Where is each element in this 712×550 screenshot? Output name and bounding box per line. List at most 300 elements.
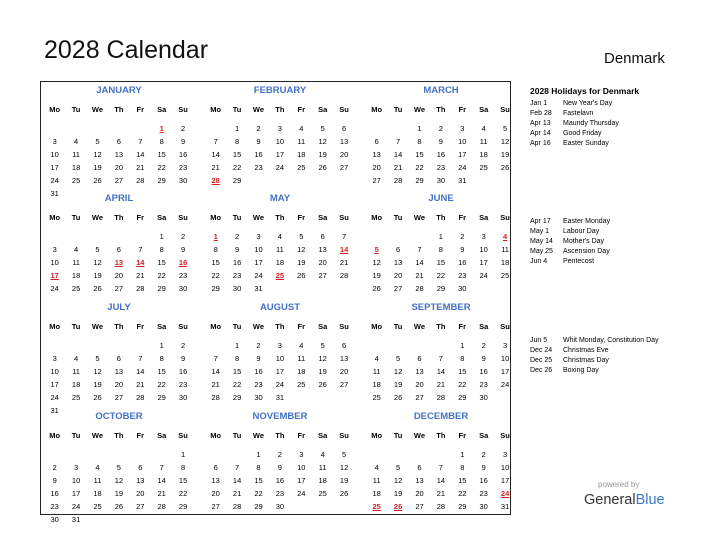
- day-cell[interactable]: 16: [178, 150, 188, 159]
- day-cell[interactable]: 28: [415, 284, 424, 293]
- day-cell[interactable]: 23: [254, 380, 263, 389]
- day-cell[interactable]: 13: [393, 258, 403, 267]
- day-cell[interactable]: 30: [254, 393, 263, 402]
- day-cell[interactable]: 14: [436, 476, 446, 485]
- day-cell[interactable]: 8: [159, 245, 164, 254]
- day-cell[interactable]: 26: [93, 284, 102, 293]
- day-cell[interactable]: 9: [481, 463, 486, 472]
- day-cell[interactable]: 11: [372, 367, 381, 376]
- day-cell[interactable]: 10: [275, 354, 285, 363]
- day-cell[interactable]: 25: [71, 284, 81, 293]
- day-cell[interactable]: 2: [438, 124, 443, 133]
- day-cell[interactable]: 26: [318, 163, 327, 172]
- day-cell[interactable]: 3: [52, 354, 57, 363]
- day-cell[interactable]: 16: [479, 476, 488, 485]
- day-cell[interactable]: 25: [71, 176, 81, 185]
- day-cell[interactable]: 11: [501, 245, 509, 254]
- day-cell[interactable]: 3: [256, 232, 261, 241]
- day-cell[interactable]: 6: [342, 124, 347, 133]
- day-cell[interactable]: 14: [393, 150, 403, 159]
- day-cell[interactable]: 5: [320, 341, 325, 350]
- day-cell[interactable]: 29: [232, 176, 242, 185]
- day-cell[interactable]: 30: [232, 284, 242, 293]
- day-cell[interactable]: 2: [235, 232, 240, 241]
- day-cell[interactable]: 31: [71, 515, 81, 524]
- day-cell[interactable]: 29: [178, 502, 188, 511]
- day-cell[interactable]: 27: [415, 502, 424, 511]
- day-cell[interactable]: 12: [93, 258, 102, 267]
- day-cell[interactable]: 4: [299, 341, 304, 350]
- day-cell[interactable]: 14: [211, 367, 220, 376]
- day-cell[interactable]: 7: [438, 463, 443, 472]
- day-cell[interactable]: 23: [436, 163, 446, 172]
- day-cell[interactable]: 7: [213, 354, 218, 363]
- holiday-day-cell[interactable]: 17: [50, 271, 59, 280]
- holiday-day-cell[interactable]: 13: [114, 258, 124, 267]
- day-cell[interactable]: 12: [393, 367, 403, 376]
- day-cell[interactable]: 27: [114, 176, 124, 185]
- day-cell[interactable]: 18: [372, 489, 381, 498]
- day-cell[interactable]: 29: [458, 393, 467, 402]
- day-cell[interactable]: 29: [157, 284, 166, 293]
- day-cell[interactable]: 26: [500, 163, 510, 172]
- day-cell[interactable]: 8: [438, 245, 443, 254]
- day-cell[interactable]: 1: [235, 341, 240, 350]
- day-cell[interactable]: 2: [256, 124, 261, 133]
- day-cell[interactable]: 1: [438, 232, 443, 241]
- day-cell[interactable]: 22: [458, 489, 467, 498]
- day-cell[interactable]: 20: [318, 258, 327, 267]
- day-cell[interactable]: 7: [213, 137, 218, 146]
- day-cell[interactable]: 1: [460, 341, 465, 350]
- day-cell[interactable]: 13: [339, 137, 349, 146]
- day-cell[interactable]: 31: [254, 284, 263, 293]
- day-cell[interactable]: 16: [50, 489, 59, 498]
- day-cell[interactable]: 20: [136, 489, 145, 498]
- day-cell[interactable]: 15: [436, 258, 446, 267]
- day-cell[interactable]: 1: [159, 232, 164, 241]
- day-cell[interactable]: 31: [50, 189, 59, 198]
- day-cell[interactable]: 24: [275, 380, 285, 389]
- day-cell[interactable]: 8: [159, 354, 164, 363]
- day-cell[interactable]: 9: [277, 463, 282, 472]
- day-cell[interactable]: 26: [318, 380, 327, 389]
- day-cell[interactable]: 9: [481, 354, 486, 363]
- day-cell[interactable]: 14: [415, 258, 424, 267]
- day-cell[interactable]: 29: [458, 502, 467, 511]
- day-cell[interactable]: 22: [157, 271, 166, 280]
- day-cell[interactable]: 11: [479, 137, 488, 146]
- day-cell[interactable]: 31: [500, 502, 510, 511]
- day-cell[interactable]: 6: [417, 463, 422, 472]
- day-cell[interactable]: 21: [436, 489, 446, 498]
- day-cell[interactable]: 19: [93, 163, 102, 172]
- day-cell[interactable]: 2: [181, 341, 186, 350]
- day-cell[interactable]: 13: [114, 367, 124, 376]
- day-cell[interactable]: 25: [318, 489, 327, 498]
- day-cell[interactable]: 24: [479, 271, 488, 280]
- day-cell[interactable]: 23: [178, 380, 188, 389]
- day-cell[interactable]: 2: [481, 450, 486, 459]
- day-cell[interactable]: 5: [320, 124, 325, 133]
- holiday-day-cell[interactable]: 28: [211, 176, 220, 185]
- day-cell[interactable]: 27: [339, 163, 349, 172]
- day-cell[interactable]: 21: [211, 380, 220, 389]
- day-cell[interactable]: 16: [458, 258, 467, 267]
- day-cell[interactable]: 9: [438, 137, 443, 146]
- day-cell[interactable]: 14: [232, 476, 242, 485]
- day-cell[interactable]: 27: [114, 284, 124, 293]
- day-cell[interactable]: 29: [211, 284, 220, 293]
- day-cell[interactable]: 4: [320, 450, 325, 459]
- day-cell[interactable]: 19: [93, 271, 102, 280]
- day-cell[interactable]: 27: [393, 284, 403, 293]
- day-cell[interactable]: 28: [211, 393, 220, 402]
- day-cell[interactable]: 5: [342, 450, 347, 459]
- day-cell[interactable]: 7: [342, 232, 347, 241]
- day-cell[interactable]: 23: [479, 489, 488, 498]
- day-cell[interactable]: 3: [74, 463, 79, 472]
- day-cell[interactable]: 22: [232, 380, 242, 389]
- day-cell[interactable]: 23: [178, 163, 188, 172]
- day-cell[interactable]: 28: [136, 393, 145, 402]
- day-cell[interactable]: 22: [232, 163, 242, 172]
- day-cell[interactable]: 7: [138, 137, 143, 146]
- day-cell[interactable]: 6: [374, 137, 379, 146]
- day-cell[interactable]: 22: [415, 163, 424, 172]
- holiday-day-cell[interactable]: 5: [374, 245, 379, 254]
- day-cell[interactable]: 5: [95, 245, 100, 254]
- day-cell[interactable]: 19: [93, 380, 102, 389]
- day-cell[interactable]: 25: [93, 502, 102, 511]
- day-cell[interactable]: 4: [74, 354, 79, 363]
- day-cell[interactable]: 9: [181, 354, 186, 363]
- day-cell[interactable]: 20: [372, 163, 381, 172]
- day-cell[interactable]: 6: [396, 245, 401, 254]
- day-cell[interactable]: 19: [372, 271, 381, 280]
- day-cell[interactable]: 20: [415, 489, 424, 498]
- day-cell[interactable]: 28: [393, 176, 403, 185]
- day-cell[interactable]: 9: [256, 354, 261, 363]
- day-cell[interactable]: 18: [71, 163, 81, 172]
- day-cell[interactable]: 5: [396, 463, 401, 472]
- day-cell[interactable]: 30: [178, 176, 188, 185]
- day-cell[interactable]: 14: [211, 150, 220, 159]
- day-cell[interactable]: 16: [232, 258, 242, 267]
- day-cell[interactable]: 12: [318, 137, 327, 146]
- day-cell[interactable]: 19: [339, 476, 349, 485]
- holiday-day-cell[interactable]: 14: [339, 245, 349, 254]
- day-cell[interactable]: 30: [436, 176, 446, 185]
- day-cell[interactable]: 16: [479, 367, 488, 376]
- day-cell[interactable]: 13: [339, 354, 349, 363]
- day-cell[interactable]: 24: [71, 502, 81, 511]
- day-cell[interactable]: 20: [339, 367, 349, 376]
- day-cell[interactable]: 15: [157, 258, 166, 267]
- day-cell[interactable]: 27: [339, 380, 349, 389]
- holiday-day-cell[interactable]: 24: [500, 489, 510, 498]
- day-cell[interactable]: 12: [339, 463, 349, 472]
- day-cell[interactable]: 20: [339, 150, 349, 159]
- day-cell[interactable]: 2: [277, 450, 282, 459]
- day-cell[interactable]: 2: [481, 341, 486, 350]
- day-cell[interactable]: 1: [235, 124, 240, 133]
- day-cell[interactable]: 5: [503, 124, 508, 133]
- day-cell[interactable]: 20: [415, 380, 424, 389]
- day-cell[interactable]: 1: [159, 341, 164, 350]
- day-cell[interactable]: 21: [339, 258, 349, 267]
- day-cell[interactable]: 11: [72, 258, 80, 267]
- day-cell[interactable]: 31: [458, 176, 467, 185]
- day-cell[interactable]: 18: [318, 476, 327, 485]
- day-cell[interactable]: 15: [211, 258, 220, 267]
- day-cell[interactable]: 27: [136, 502, 145, 511]
- day-cell[interactable]: 22: [254, 489, 263, 498]
- day-cell[interactable]: 23: [178, 271, 188, 280]
- day-cell[interactable]: 21: [157, 489, 166, 498]
- day-cell[interactable]: 4: [74, 137, 79, 146]
- day-cell[interactable]: 13: [114, 150, 124, 159]
- day-cell[interactable]: 11: [275, 245, 284, 254]
- day-cell[interactable]: 24: [254, 271, 263, 280]
- day-cell[interactable]: 5: [95, 354, 100, 363]
- day-cell[interactable]: 11: [318, 463, 327, 472]
- day-cell[interactable]: 28: [339, 271, 349, 280]
- day-cell[interactable]: 17: [50, 163, 59, 172]
- day-cell[interactable]: 7: [396, 137, 401, 146]
- day-cell[interactable]: 20: [211, 489, 220, 498]
- day-cell[interactable]: 23: [50, 502, 59, 511]
- day-cell[interactable]: 16: [254, 150, 263, 159]
- day-cell[interactable]: 13: [415, 367, 424, 376]
- day-cell[interactable]: 10: [458, 137, 467, 146]
- day-cell[interactable]: 17: [297, 476, 306, 485]
- day-cell[interactable]: 6: [417, 354, 422, 363]
- day-cell[interactable]: 24: [500, 380, 510, 389]
- generalblue-logo[interactable]: [584, 492, 665, 508]
- day-cell[interactable]: 25: [500, 271, 510, 280]
- day-cell[interactable]: 5: [95, 137, 100, 146]
- day-cell[interactable]: 12: [297, 245, 306, 254]
- day-cell[interactable]: 8: [460, 354, 465, 363]
- day-cell[interactable]: 19: [114, 489, 124, 498]
- day-cell[interactable]: 21: [393, 163, 403, 172]
- day-cell[interactable]: 28: [136, 176, 145, 185]
- day-cell[interactable]: 9: [460, 245, 465, 254]
- day-cell[interactable]: 7: [159, 463, 164, 472]
- day-cell[interactable]: 11: [72, 150, 80, 159]
- day-cell[interactable]: 9: [181, 137, 186, 146]
- day-cell[interactable]: 15: [415, 150, 424, 159]
- day-cell[interactable]: 18: [297, 150, 306, 159]
- day-cell[interactable]: 10: [500, 463, 510, 472]
- day-cell[interactable]: 19: [393, 380, 403, 389]
- day-cell[interactable]: 31: [50, 406, 59, 415]
- day-cell[interactable]: 1: [181, 450, 186, 459]
- day-cell[interactable]: 10: [500, 354, 510, 363]
- day-cell[interactable]: 18: [93, 489, 102, 498]
- day-cell[interactable]: 25: [297, 163, 306, 172]
- day-cell[interactable]: 17: [275, 367, 285, 376]
- day-cell[interactable]: 19: [500, 150, 510, 159]
- day-cell[interactable]: 14: [436, 367, 446, 376]
- day-cell[interactable]: 6: [116, 245, 121, 254]
- day-cell[interactable]: 10: [254, 245, 263, 254]
- day-cell[interactable]: 29: [254, 502, 263, 511]
- day-cell[interactable]: 26: [93, 393, 102, 402]
- day-cell[interactable]: 23: [275, 489, 285, 498]
- day-cell[interactable]: 5: [299, 232, 304, 241]
- day-cell[interactable]: 30: [50, 515, 59, 524]
- day-cell[interactable]: 6: [116, 354, 121, 363]
- day-cell[interactable]: 26: [114, 502, 124, 511]
- day-cell[interactable]: 16: [436, 150, 446, 159]
- day-cell[interactable]: 28: [232, 502, 242, 511]
- day-cell[interactable]: 29: [232, 393, 242, 402]
- day-cell[interactable]: 10: [71, 476, 81, 485]
- day-cell[interactable]: 22: [458, 380, 467, 389]
- day-cell[interactable]: 11: [297, 354, 306, 363]
- day-cell[interactable]: 29: [415, 176, 424, 185]
- day-cell[interactable]: 17: [458, 150, 467, 159]
- day-cell[interactable]: 9: [256, 137, 261, 146]
- day-cell[interactable]: 3: [52, 137, 57, 146]
- day-cell[interactable]: 10: [479, 245, 488, 254]
- holiday-day-cell[interactable]: 26: [393, 502, 403, 511]
- day-cell[interactable]: 23: [458, 271, 467, 280]
- day-cell[interactable]: 1: [417, 124, 422, 133]
- day-cell[interactable]: 10: [50, 258, 59, 267]
- day-cell[interactable]: 8: [256, 463, 261, 472]
- day-cell[interactable]: 13: [318, 245, 327, 254]
- day-cell[interactable]: 30: [275, 502, 285, 511]
- day-cell[interactable]: 3: [503, 341, 508, 350]
- holiday-day-cell[interactable]: 1: [213, 232, 218, 241]
- day-cell[interactable]: 11: [372, 476, 381, 485]
- day-cell[interactable]: 14: [157, 476, 166, 485]
- day-cell[interactable]: 8: [159, 137, 164, 146]
- day-cell[interactable]: 17: [479, 258, 488, 267]
- day-cell[interactable]: 9: [52, 476, 57, 485]
- day-cell[interactable]: 22: [178, 489, 188, 498]
- holiday-day-cell[interactable]: 25: [372, 502, 381, 511]
- day-cell[interactable]: 7: [138, 245, 143, 254]
- day-cell[interactable]: 7: [235, 463, 240, 472]
- day-cell[interactable]: 31: [275, 393, 285, 402]
- day-cell[interactable]: 18: [71, 380, 81, 389]
- day-cell[interactable]: 23: [479, 380, 488, 389]
- day-cell[interactable]: 28: [436, 393, 446, 402]
- day-cell[interactable]: 21: [436, 380, 446, 389]
- holiday-day-cell[interactable]: 25: [275, 271, 285, 280]
- day-cell[interactable]: 2: [256, 341, 261, 350]
- day-cell[interactable]: 29: [157, 393, 166, 402]
- day-cell[interactable]: 20: [114, 380, 124, 389]
- day-cell[interactable]: 12: [318, 354, 327, 363]
- day-cell[interactable]: 27: [318, 271, 327, 280]
- day-cell[interactable]: 24: [275, 163, 285, 172]
- day-cell[interactable]: 25: [479, 163, 488, 172]
- day-cell[interactable]: 13: [415, 476, 424, 485]
- day-cell[interactable]: 20: [114, 163, 124, 172]
- day-cell[interactable]: 1: [460, 450, 465, 459]
- day-cell[interactable]: 21: [136, 163, 145, 172]
- day-cell[interactable]: 16: [275, 476, 285, 485]
- day-cell[interactable]: 15: [232, 150, 242, 159]
- day-cell[interactable]: 23: [232, 271, 242, 280]
- day-cell[interactable]: 3: [299, 450, 304, 459]
- day-cell[interactable]: 18: [372, 380, 381, 389]
- day-cell[interactable]: 2: [460, 232, 465, 241]
- day-cell[interactable]: 6: [116, 137, 121, 146]
- day-cell[interactable]: 29: [436, 284, 446, 293]
- day-cell[interactable]: 7: [138, 354, 143, 363]
- day-cell[interactable]: 19: [318, 367, 327, 376]
- day-cell[interactable]: 4: [277, 232, 282, 241]
- day-cell[interactable]: 19: [393, 489, 403, 498]
- day-cell[interactable]: 16: [254, 367, 263, 376]
- day-cell[interactable]: 24: [297, 489, 306, 498]
- day-cell[interactable]: 23: [254, 163, 263, 172]
- day-cell[interactable]: 28: [436, 502, 446, 511]
- day-cell[interactable]: 15: [232, 367, 242, 376]
- day-cell[interactable]: 18: [479, 150, 488, 159]
- day-cell[interactable]: 17: [500, 367, 510, 376]
- day-cell[interactable]: 3: [277, 341, 282, 350]
- day-cell[interactable]: 12: [393, 476, 403, 485]
- day-cell[interactable]: 14: [136, 367, 145, 376]
- day-cell[interactable]: 17: [50, 380, 59, 389]
- day-cell[interactable]: 30: [178, 284, 188, 293]
- day-cell[interactable]: 6: [342, 341, 347, 350]
- day-cell[interactable]: 24: [50, 176, 59, 185]
- day-cell[interactable]: 21: [232, 489, 242, 498]
- day-cell[interactable]: 7: [438, 354, 443, 363]
- day-cell[interactable]: 24: [50, 393, 59, 402]
- day-cell[interactable]: 30: [178, 393, 188, 402]
- day-cell[interactable]: 11: [93, 476, 102, 485]
- holiday-day-cell[interactable]: 1: [159, 124, 164, 133]
- day-cell[interactable]: 18: [71, 271, 81, 280]
- day-cell[interactable]: 3: [277, 124, 282, 133]
- day-cell[interactable]: 28: [136, 284, 145, 293]
- day-cell[interactable]: 15: [157, 367, 166, 376]
- day-cell[interactable]: 17: [500, 476, 510, 485]
- holiday-day-cell[interactable]: 14: [136, 258, 145, 267]
- day-cell[interactable]: 22: [211, 271, 220, 280]
- day-cell[interactable]: 8: [181, 463, 186, 472]
- day-cell[interactable]: 26: [372, 284, 381, 293]
- day-cell[interactable]: 30: [458, 284, 467, 293]
- day-cell[interactable]: 12: [93, 150, 102, 159]
- day-cell[interactable]: 20: [114, 271, 124, 280]
- day-cell[interactable]: 8: [235, 137, 240, 146]
- day-cell[interactable]: 2: [52, 463, 57, 472]
- day-cell[interactable]: 2: [181, 124, 186, 133]
- day-cell[interactable]: 4: [95, 463, 100, 472]
- day-cell[interactable]: 28: [157, 502, 166, 511]
- day-cell[interactable]: 26: [339, 489, 349, 498]
- day-cell[interactable]: 25: [71, 393, 81, 402]
- day-cell[interactable]: 6: [138, 463, 143, 472]
- day-cell[interactable]: 15: [157, 150, 166, 159]
- day-cell[interactable]: 15: [178, 476, 188, 485]
- day-cell[interactable]: 8: [460, 463, 465, 472]
- day-cell[interactable]: 3: [52, 245, 57, 254]
- day-cell[interactable]: 19: [297, 258, 306, 267]
- day-cell[interactable]: 8: [417, 137, 422, 146]
- day-cell[interactable]: 15: [458, 476, 467, 485]
